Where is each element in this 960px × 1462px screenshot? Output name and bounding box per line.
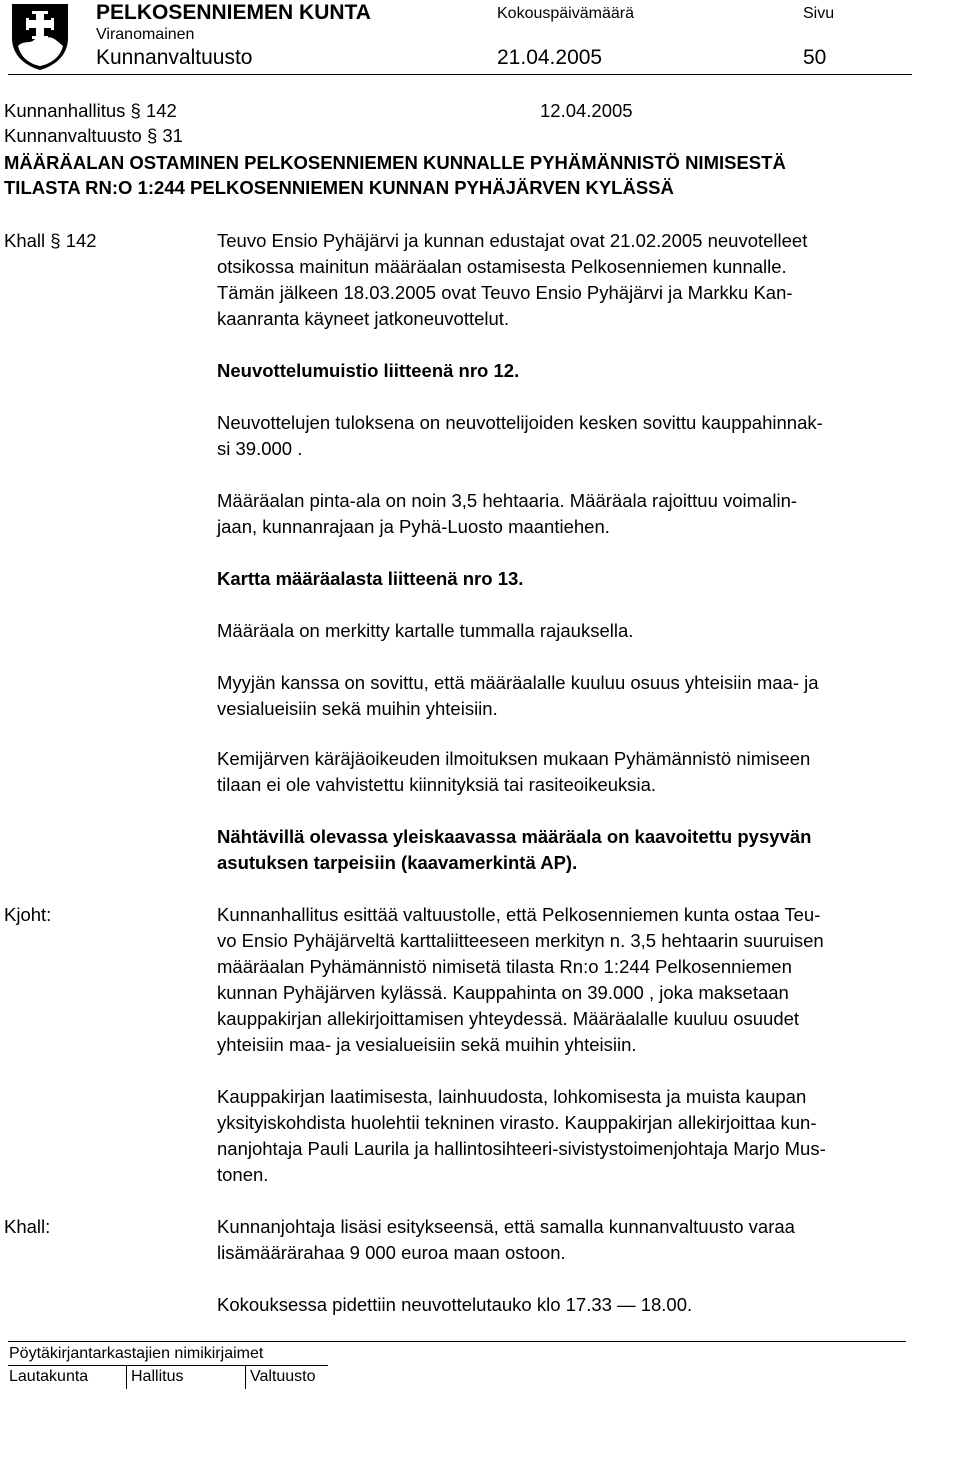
text-line: Nähtävillä olevassa yleiskaavassa määräala on kaavoitettu pysyvän xyxy=(217,826,812,847)
paragraph-price xyxy=(217,410,823,462)
footer-divider xyxy=(8,1341,906,1342)
text-line: Määräala on merkitty kartalle tummalla rajauksella. xyxy=(217,620,634,641)
text-line: Kunnanjohtaja lisäsi esitykseensä, että samalla kunnanvaltuusto varaa xyxy=(217,1216,795,1237)
meeting-date: 21.04.2005 xyxy=(497,46,603,69)
text-line: Kemijärven käräjäoikeuden ilmoituksen mukaan Pyhämännistö nimiseen xyxy=(217,748,811,769)
ref-date: 12.04.2005 xyxy=(540,100,633,121)
paragraph-map-marking xyxy=(217,618,633,644)
text-line: Neuvottelumuistio liitteenä nro 12. xyxy=(217,360,520,381)
text-line: asutuksen tarpeisiin (kaavamerkintä AP). xyxy=(217,852,578,873)
text-line: tonen. xyxy=(217,1164,269,1185)
coat-of-arms-logo xyxy=(10,2,70,72)
paragraph-attachment-12 xyxy=(217,358,519,384)
paragraph-attachment-13 xyxy=(217,566,523,592)
footer-col-hallitus: Hallitus xyxy=(131,1368,184,1385)
text-line: vesialueisiin sekä muihin yhteisiin. xyxy=(217,698,498,719)
text-line: yksityiskohdista huolehtii tekninen virasto. Kauppakirjan allekirjoittaa kun- xyxy=(217,1112,817,1133)
text-line: Kauppakirjan laatimisesta, lainhuudosta, lohkomisesta ja muista kaupan xyxy=(217,1086,807,1107)
ref-kunnanhallitus: Kunnanhallitus § 142 xyxy=(4,100,177,121)
text-line: tilaan ei ole vahvistettu kiinnityksiä tai rasiteoikeuksia. xyxy=(217,774,657,795)
document-title-line-2: TILASTA RN:O 1:244 PELKOSENNIEMEN KUNNAN PYHÄJÄRVEN KYLÄSSÄ xyxy=(4,177,674,198)
text-line: kaanranta käyneet jatkoneuvottelut. xyxy=(217,308,510,329)
text-line: vo Ensio Pyhäjärveltä karttaliitteeseen merkityn n. 3,5 hehtaarin suuruisen xyxy=(217,930,824,951)
text-line: kauppakirjan allekirjoittamisen yhteydessä. Määräalalle kuuluu osuudet xyxy=(217,1008,800,1029)
paragraph-court xyxy=(217,746,810,798)
text-line: yhteisiin maa- ja vesialueisiin sekä muihin yhteisiin. xyxy=(217,1034,637,1055)
header-divider xyxy=(8,74,912,75)
text-line: nanjohtaja Pauli Laurila ja hallintosihteeri-sivistystoimenjohtaja Marjo Mus- xyxy=(217,1138,826,1159)
text-line: kunnan Pyhäjärven kylässä. Kauppahinta on 39.000 , joka maksetaan xyxy=(217,982,789,1003)
text-line: Määräalan pinta-ala on noin 3,5 hehtaaria. Määräala rajoittuu voimalin- xyxy=(217,490,798,511)
text-line: lisämäärärahaa 9 000 euroa maan ostoon. xyxy=(217,1242,566,1263)
paragraph-break xyxy=(217,1292,692,1318)
paragraph-contract xyxy=(217,1084,826,1188)
paragraph-appropriation xyxy=(217,1214,795,1266)
text-line: Neuvottelujen tuloksena on neuvottelijoiden kesken sovittu kauppahinnak- xyxy=(217,412,823,433)
paragraph-shared-areas xyxy=(217,670,819,722)
paragraph-area xyxy=(217,488,797,540)
text-line: Tämän jälkeen 18.03.2005 ovat Teuvo Ensio Pyhäjärvi ja Markku Kan- xyxy=(217,282,793,303)
section-label-khall: Khall: xyxy=(4,1216,51,1237)
paragraph-proposal xyxy=(217,902,824,1058)
municipality-name: PELKOSENNIEMEN KUNTA xyxy=(96,1,371,24)
text-line: Myyjän kanssa on sovittu, että määräalalle kuuluu osuus yhteisiin maa- ja xyxy=(217,672,819,693)
date-label: Kokouspäivämäärä xyxy=(497,5,634,22)
text-line: jaan, kunnanrajaan ja Pyhä-Luosto maantiehen. xyxy=(217,516,610,537)
page-label: Sivu xyxy=(803,5,835,22)
text-line: määräalan Pyhämännistö nimisetä tilasta Rn:o 1:244 Pelkosenniemen xyxy=(217,956,792,977)
section-label-khall-142: Khall § 142 xyxy=(4,230,97,251)
text-line: Kartta määräalasta liitteenä nro 13. xyxy=(217,568,524,589)
footer-col-lautakunta: Lautakunta xyxy=(9,1368,89,1385)
footer-col-valtuusto: Valtuusto xyxy=(250,1368,316,1385)
footer-separator xyxy=(126,1365,127,1389)
text-line: Kunnanhallitus esittää valtuustolle, että Pelkosenniemen kunta ostaa Teu- xyxy=(217,904,821,925)
authority-name: Viranomainen xyxy=(96,26,195,43)
document-title-line-1: MÄÄRÄALAN OSTAMINEN PELKOSENNIEMEN KUNNALLE PYHÄMÄNNISTÖ NIMISESTÄ xyxy=(4,152,786,173)
footer-title: Pöytäkirjantarkastajien nimikirjaimet xyxy=(9,1345,264,1362)
footer-row-line xyxy=(8,1365,328,1366)
page-number: 50 xyxy=(803,46,827,69)
paragraph-negotiations xyxy=(217,228,807,332)
ref-kunnanvaltuusto: Kunnanvaltuusto § 31 xyxy=(4,125,183,146)
text-line: otsikossa mainitun määräalan ostamisesta Pelkosenniemen kunnalle. xyxy=(217,256,787,277)
footer-separator xyxy=(245,1365,246,1389)
paragraph-zoning xyxy=(217,824,811,876)
text-line: Kokouksessa pidettiin neuvottelutauko klo 17.33 — 18.00. xyxy=(217,1294,693,1315)
section-label-kjoht: Kjoht: xyxy=(4,904,52,925)
body-name: Kunnanvaltuusto xyxy=(96,46,253,69)
text-line: si 39.000 . xyxy=(217,438,303,459)
text-line: Teuvo Ensio Pyhäjärvi ja kunnan edustajat ovat 21.02.2005 neuvotelleet xyxy=(217,230,808,251)
